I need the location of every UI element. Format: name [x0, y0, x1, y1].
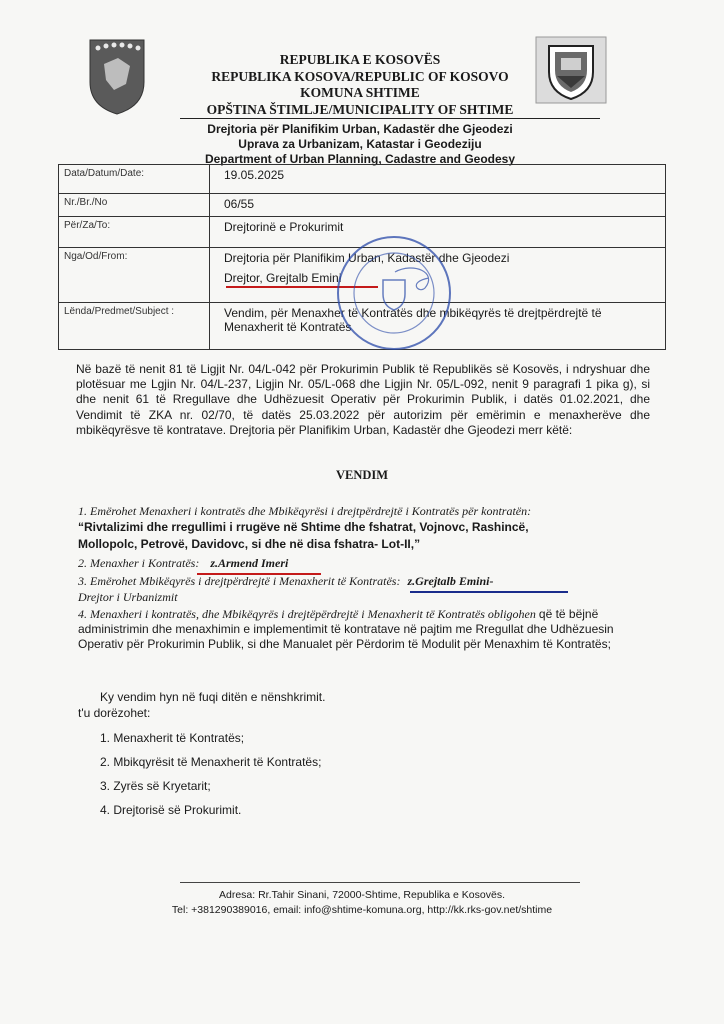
item-3-label: 3. Emërohet Mbikëqyrës i drejtpërdrejtë i Menaxherit të Kontratës: — [78, 574, 401, 588]
date-value: 19.05.2025 — [210, 165, 666, 194]
decision-title: VENDIM — [335, 468, 389, 482]
to-label: Për/Za/To: — [59, 217, 210, 248]
supervisor-title: Drejtor i Urbanizmit — [78, 590, 178, 604]
number-value: 06/55 — [210, 194, 666, 217]
footer-contact: Tel: +381290389016, email: info@shtime-komuna.org, http://kk.rks-gov.net/shtime — [171, 904, 553, 916]
department-english: Department of Urban Planning, Cadastre and Geodesy — [204, 152, 516, 166]
effective-statement: Ky vendim hyn në fuqi ditën e nënshkrimit. — [100, 690, 326, 704]
item-2-label: 2. Menaxher i Kontratës: — [78, 556, 200, 570]
supervisor-name: z.Grejtalb Emini- — [407, 574, 494, 588]
department-serbian: Uprava za Urbanizam, Katastar i Geodeziju — [238, 137, 482, 151]
kosovo-emblem-icon — [84, 36, 150, 116]
contract-name-line-1: “Rivtalizimi dhe rregullimi i rrugëve në Shtime dhe fshatrat, Vojnovc, Rashincë, — [78, 520, 529, 534]
item-4-text: që të bëjnë administrimin dhe menaxhimin e implementimit të kontratave në pajtim me Rregullat dhe Udhëzuesin Operativ për Prokurimin Publik, si dhe Manualet për Përdorim të Modulit për Menaxhim të Kontratës; — [78, 607, 614, 651]
recipient-3: 3. Zyrës së Kryetarit; — [100, 779, 211, 793]
item-1: 1. Emërohet Menaxheri i kontratës dhe Mbikëqyrësi i drejtpërdrejtë i Kontratës për kontratën: — [78, 504, 532, 518]
header-municipality-multilingual: OPŠTINA ŠTIMLJE/MUNICIPALITY OF SHTIME — [206, 102, 514, 117]
date-label: Data/Datum/Date: — [59, 165, 210, 194]
item-4 — [78, 607, 658, 652]
from-director: Drejtor, Grejtalb Emini — [224, 271, 342, 285]
footer-address: Adresa: Rr.Tahir Sinani, 72000-Shtime, Republika e Kosovës. — [219, 889, 505, 901]
recipient-2: 2. Mbikqyrësit të Menaxherit të Kontratës; — [100, 755, 322, 769]
department-albanian: Drejtoria për Planifikim Urban, Kadastër dhe Gjeodezi — [207, 122, 513, 136]
item-4-italic: 4. Menaxheri i kontratës, dhe Mbikëqyrës i drejtëpërdrejtë i Menaxherit të Kontratës obligohen — [78, 607, 536, 621]
delivered-to-label: t'u dorëzohet: — [78, 706, 151, 720]
recipient-1: 1. Menaxherit të Kontratës; — [100, 731, 245, 745]
from-label: Nga/Od/From: — [59, 248, 210, 303]
header-municipality: KOMUNA SHTIME — [300, 85, 420, 100]
from-department: Drejtoria për Planifikim Urban, Kadastër dhe Gjeodezi — [224, 251, 510, 265]
official-stamp-icon — [333, 232, 455, 354]
contract-manager-name: z.Armend Imeri — [210, 556, 289, 570]
item-2 — [78, 556, 658, 571]
to-value: Drejtorinë e Prokurimit — [210, 217, 666, 248]
item-3 — [78, 574, 658, 589]
header-country: REPUBLIKA E KOSOVËS — [279, 52, 441, 67]
footer-divider — [180, 882, 580, 883]
legal-basis-paragraph: Në bazë të nenit 81 të Ligjit Nr. 04/L-042 për Prokurimin Publik të Republikës së Kosovës, i ndryshuar dhe plotësuar me Lgjin Nr. 04/L-237, Ligjin Nr. 05/L-068 dhe Ligjin Nr. 05/L-092, nenit 9 paragrafi 1 pika g), si dhe nenit 61 të Rregullave dhe Udhëzuesit Operativ për Prokurimin Publik, i datës 01.02.2021, dhe Vendimit të ZKA nr. 02/70, të datës 25.03.2022 për autorizim për emërimin e menaxherëve dhe mbikëqyrësve të kontratave. Drejtoria për Planifikim Urban, Kadastër dhe Gjeodezi merr këtë: — [76, 362, 650, 437]
recipient-4: 4. Drejtorisë së Prokurimit. — [100, 803, 242, 817]
number-label: Nr./Br./No — [59, 194, 210, 217]
header-divider — [180, 118, 600, 119]
contract-name-line-2: Mollopolc, Petrovë, Davidovc, si dhe në disa fshatra- Lot-II,” — [78, 537, 421, 551]
subject-label: Lënda/Predmet/Subject : — [59, 303, 210, 350]
header-country-multilingual: REPUBLIKA KOSOVA/REPUBLIC OF KOSOVO — [211, 69, 509, 84]
subject-value: Vendim, për Menaxher të Kontratës dhe mbikëqyrës të drejtpërdrejtë të Menaxherit të Kontratës — [210, 303, 666, 350]
